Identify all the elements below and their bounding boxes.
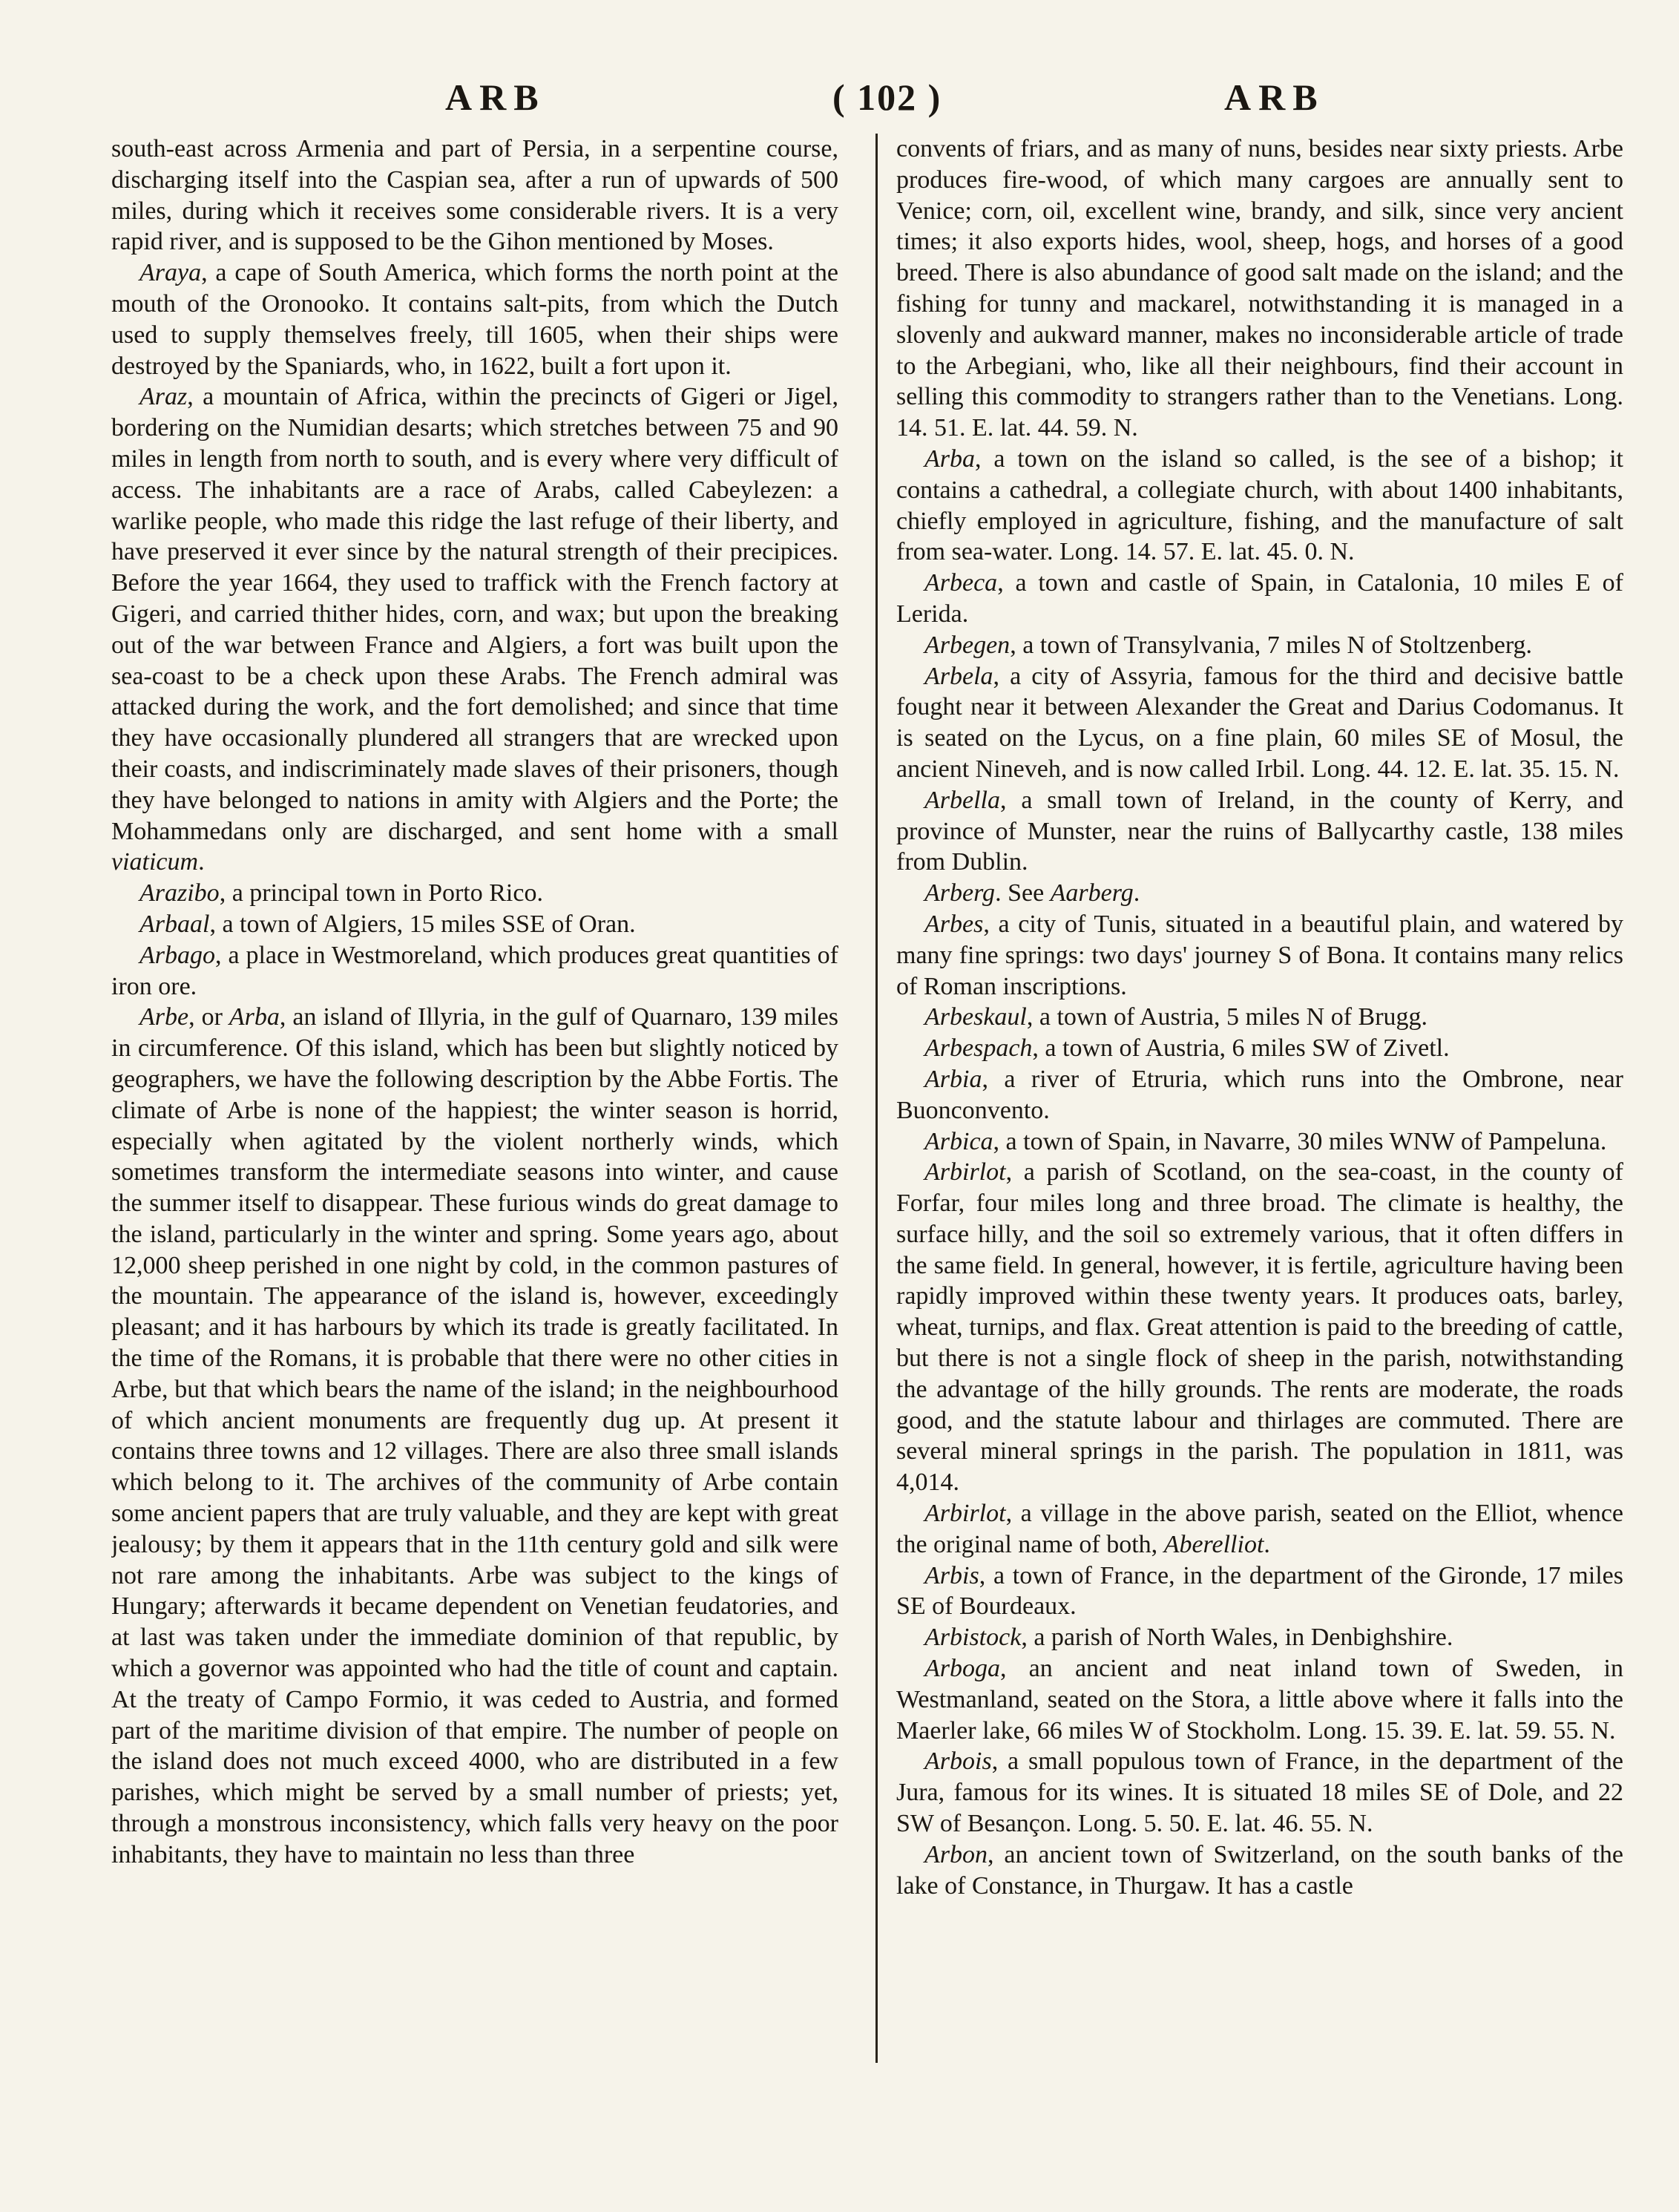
headword: Arbica (924, 1127, 993, 1155)
headword: Arboga (924, 1655, 1000, 1683)
entry-arberg: Arberg. See Aarberg. (924, 879, 1140, 908)
entry-arbela: Arbela, a city of Assyria, famous for the third and decisive battle fought near it between Alexander the Great and Darius Codomanus. It is seated on the Lycus, on a fine plain, 60 miles SE of Mosul, the ancient Nineveh, and is now called Irbil. Long. 44. 12. E. lat. 35. 15. N. (896, 662, 1623, 783)
header-left-guideword: ARB (445, 76, 546, 118)
italic-term: Aberelliot (1163, 1530, 1264, 1558)
headword: Arbeskaul (924, 1003, 1027, 1031)
headword: Arbes (924, 910, 984, 938)
right-column (896, 134, 1623, 2182)
entry-arboga: Arboga, an ancient and neat inland town of Sweden, in Westmanland, seated on the Stora, a little above where it falls into the Maerler lake, 66 miles W of Stockholm. Long. 15. 39. E. lat. 59. 55. N. (896, 1655, 1623, 1745)
entry-arba: Arba, a town on the island so called, is the see of a bishop; it contains a cathedral, a collegiate church, with about 1400 inhabitants, chiefly employed in agriculture, fishing, and the manufacture of salt from sea-water. Long. 14. 57. E. lat. 45. 0. N. (896, 444, 1623, 566)
headword: Arbia (924, 1065, 982, 1093)
entry-arazibo: Arazibo, a principal town in Porto Rico. (139, 879, 543, 908)
page-number: ( 102 ) (832, 76, 942, 118)
entry-arbirlot-village: Arbirlot, a village in the above parish, seated on the Elliot, whence the original name of both, Aberelliot. (896, 1500, 1623, 1558)
headword: Arbela (924, 662, 993, 690)
headword: Arberg (924, 879, 996, 908)
running-header (0, 71, 1679, 123)
italic-term: Arba (229, 1003, 280, 1031)
headword: Arbirlot (924, 1500, 1006, 1528)
headword: Arbegen (924, 631, 1011, 659)
entry-arbella: Arbella, a small town of Ireland, in the county of Kerry, and province of Munster, near the ruins of Ballycarthy castle, 138 miles from Dublin. (896, 786, 1623, 876)
entry-arbon: Arbon, an ancient town of Switzerland, on the south banks of the lake of Constance, in Thurgaw. It has a castle (896, 1840, 1623, 1900)
headword: Arbis (924, 1561, 979, 1589)
entry-arbia: Arbia, a river of Etruria, which runs into the Ombrone, near Buonconvento. (896, 1065, 1623, 1124)
headword: Arbago (139, 941, 215, 969)
headword: Arbirlot (924, 1158, 1006, 1187)
entry-araz: Araz, a mountain of Africa, within the precincts of Gigeri or Jigel, bordering on the Numidian desarts; which stretches between 75 and 90 miles in length from north to south, and is every where very difficult of access. The inhabitants are a race of Arabs, called Cabeylezen: a warlike people, who made this ridge the last refuge of their liberty, and have preserved it ever since by the natural strength of their precipices. Before the year 1664, they used to traffick with the French factory at Gigeri, and carried thither hides, corn, and wax; but upon the breaking out of the war between France and Algiers, a fort was built upon the sea-coast to be a check upon these Arabs. The French admiral was attacked during the work, and the fort demolished; and since that time they have occasionally plundered all strangers that are wrecked upon their coasts, and indiscriminately made slaves of their prisoners, though they have belonged to nations in amity with Algiers and the Porte; the Mohammedans only are discharged, and sent home with a small viaticum. (111, 383, 838, 876)
headword: Arbaal (139, 910, 210, 938)
entry-arbois: Arbois, a small populous town of France, in the department of the Jura, famous for its wines. It is situated 18 miles SE of Dole, and 22 SW of Besançon. Long. 5. 50. E. lat. 46. 55. N. (896, 1747, 1623, 1838)
entry-arbaal: Arbaal, a town of Algiers, 15 miles SSE of Oran. (139, 910, 636, 938)
entry-continuation: south-east across Armenia and part of Persia, in a serpentine course, discharging itself into the Caspian sea, after a run of upwards of 500 miles, during which it receives some considerable rivers. It is a very rapid river, and is supposed to be the Gihon mentioned by Moses. (111, 135, 838, 256)
headword: Araz (139, 383, 188, 411)
headword: Arbe (139, 1003, 189, 1031)
entry-arbe: Arbe, or Arba, an island of Illyria, in the gulf of Quarnaro, 139 miles in circumference. Of this island, which has been but slightly noticed by geographers, we have the following description by the Abbe Fortis. The climate of Arbe is none of the happiest; the winter season is horrid, especially when agitated by the violent northerly winds, which sometimes transform the intermediate seasons into winter, and cause the summer itself to disappear. These furious winds do great damage to the island, particularly in the winter and spring. Some years ago, about 12,000 sheep perished in one night by cold, in the common pastures of the mountain. The appearance of the island is, however, exceedingly pleasant; and it has harbours by which its trade is greatly facilitated. In the time of the Romans, it is probable that there were no other cities in Arbe, but that which bears the name of the island; in the neighbourhood of which ancient monuments are frequently dug up. At present it contains three towns and 12 villages. There are also three small islands which belong to it. The archives of the community of Arbe contain some ancient papers that are truly valuable, and they are kept with great jealousy; by them it appears that in the 11th century gold and silk were not rare among the inhabitants. Arbe was subject to the kings of Hungary; afterwards it became dependent on Venetian feudatories, and at last was taken under the immediate dominion of that republic, by which a governor was appointed who had the title of count and captain. At the treaty of Campo Formio, it was ceded to Austria, and formed part of the maritime division of that empire. The number of people on the island does not much exceed 4000, who are distributed in a few parishes, which might be served by a small number of priests; yet, through a monstrous inconsistency, which falls very heavy on the poor inhabitants, they have to maintain no less than three (111, 1003, 838, 1868)
entry-arbeskaul: Arbeskaul, a town of Austria, 5 miles N of Brugg. (924, 1003, 1428, 1031)
headword: Arbella (924, 786, 1000, 814)
entry-arbis: Arbis, a town of France, in the department of the Gironde, 17 miles SE of Bourdeaux. (896, 1561, 1623, 1621)
headword: Arba (924, 444, 975, 473)
entry-arbegen: Arbegen, a town of Transylvania, 7 miles N of Stoltzenberg. (924, 631, 1533, 659)
column-divider (875, 134, 878, 2063)
headword: Arbistock (924, 1624, 1022, 1652)
entry-araya: Araya, a cape of South America, which forms the north point at the mouth of the Oronooko. It contains salt-pits, from which the Dutch used to supply themselves freely, till 1605, when their ships were destroyed by the Spaniards, who, in 1622, built a fort upon it. (111, 259, 838, 380)
entry-arbistock: Arbistock, a parish of North Wales, in Denbighshire. (924, 1624, 1453, 1652)
headword: Arazibo (139, 879, 220, 908)
italic-term: viaticum (111, 848, 199, 876)
left-column (111, 134, 838, 2182)
headword: Araya (139, 259, 202, 287)
headword: Arbon (924, 1840, 988, 1868)
cross-reference: Aarberg (1050, 879, 1134, 908)
entry-arbago: Arbago, a place in Westmoreland, which produces great quantities of iron ore. (111, 941, 838, 1000)
entry-continuation: convents of friars, and as many of nuns, besides near sixty priests. Arbe produces fire-wood, of which many cargoes are annually sent to Venice; corn, oil, excellent wine, brandy, and silk, since very ancient times; it also exports hides, wool, sheep, hogs, and horses of a good breed. There is also abundance of good salt made on the island; and the fishing for tunny and mackarel, notwithstanding it is managed in a slovenly and aukward manner, makes no inconsiderable article of trade to the Arbegiani, who, like all their neighbours, find their account in selling this commodity to strangers rather than to the Venetians. Long. 14. 51. E. lat. 44. 59. N. (896, 135, 1623, 442)
entry-arbes: Arbes, a city of Tunis, situated in a beautiful plain, and watered by many fine springs: two days' journey S of Bona. It contains many relics of Roman inscriptions. (896, 910, 1623, 1000)
entry-arbespach: Arbespach, a town of Austria, 6 miles SW of Zivetl. (924, 1034, 1450, 1063)
entry-arbeca: Arbeca, a town and castle of Spain, in Catalonia, 10 miles E of Lerida. (896, 569, 1623, 628)
header-right-guideword: ARB (1224, 76, 1325, 118)
entry-arbirlot-parish: Arbirlot, a parish of Scotland, on the sea-coast, in the county of Forfar, four miles long and three broad. The climate is healthy, the surface hilly, and the soil so extremely various, that it often differs in the same field. In general, however, it is fertile, agriculture having been rapidly improved within these twenty years. It produces oats, barley, wheat, turnips, and flax. Great attention is paid to the breeding of cattle, but there is not a single flock of sheep in the parish, notwithstanding the advantage of the hilly grounds. The rents are moderate, the roads good, and the statute labour and thirlages are commuted. There are several mineral springs in the parish. The population in 1811, was 4,014. (896, 1158, 1623, 1497)
headword: Arbespach (924, 1034, 1033, 1063)
headword: Arbeca (924, 569, 998, 597)
headword: Arbois (924, 1747, 992, 1776)
entry-arbica: Arbica, a town of Spain, in Navarre, 30 miles WNW of Pampeluna. (924, 1127, 1607, 1155)
